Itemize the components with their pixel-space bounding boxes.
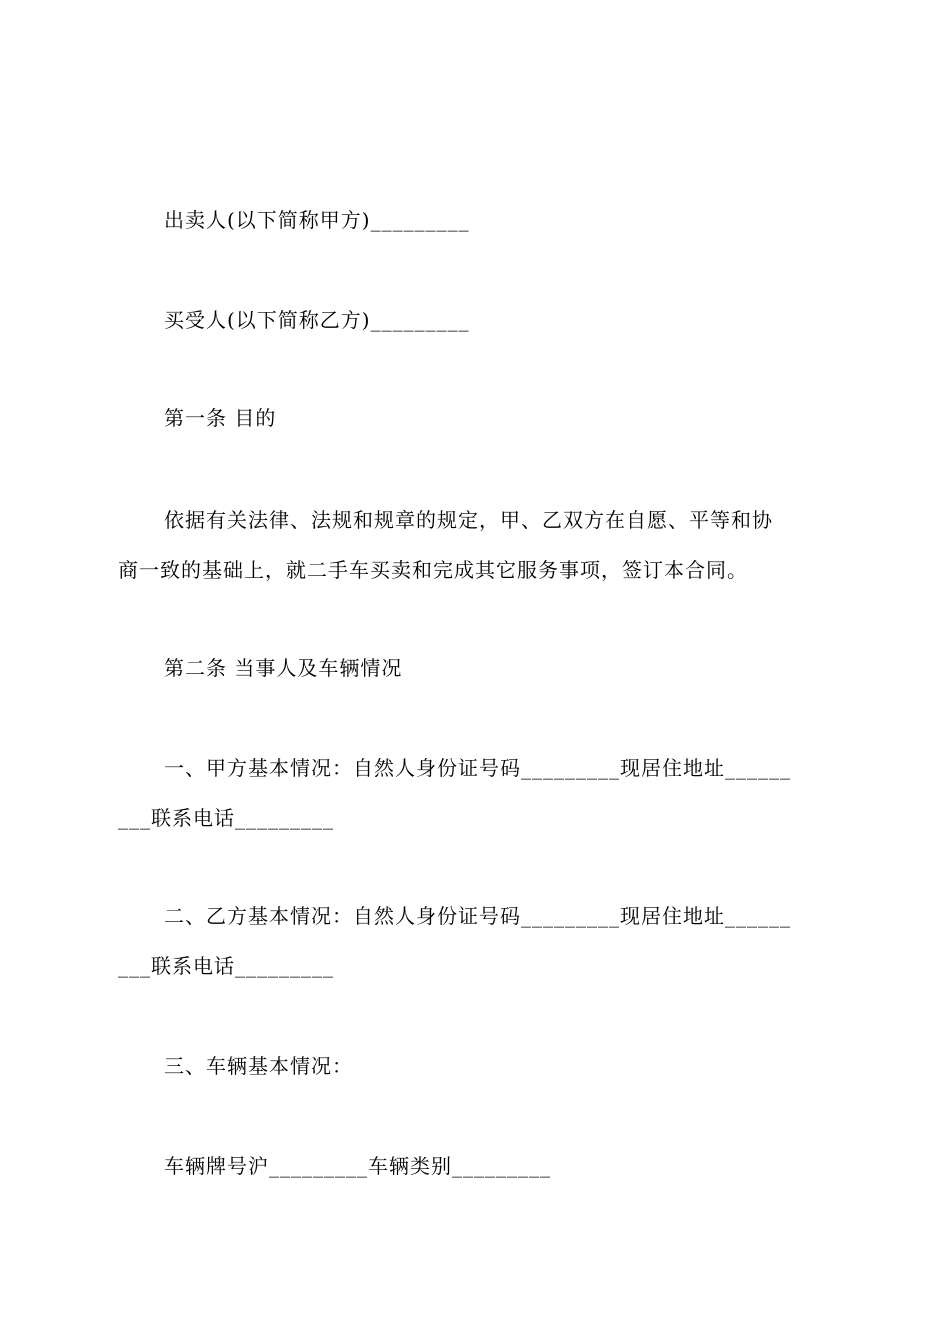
party-b-line2: ___联系电话_________ xyxy=(118,954,334,978)
vehicle-plate-line: 车辆牌号沪_________车辆类别_________ xyxy=(164,1154,551,1178)
article1-body-line2: 商一致的基础上，就二手车买卖和完成其它服务事项，签订本合同。 xyxy=(118,558,748,582)
party-a-line1: 一、甲方基本情况：自然人身份证号码_________现居住地址______ xyxy=(164,756,791,780)
party-a-line2: ___联系电话_________ xyxy=(118,806,334,830)
seller-line: 出卖人(以下简称甲方)_________ xyxy=(164,208,470,232)
buyer-line: 买受人(以下简称乙方)_________ xyxy=(164,308,470,332)
vehicle-heading: 三、车辆基本情况： xyxy=(164,1054,353,1078)
party-b-line1: 二、乙方基本情况：自然人身份证号码_________现居住地址______ xyxy=(164,904,791,928)
article1-body-line1: 依据有关法律、法规和规章的规定，甲、乙双方在自愿、平等和协 xyxy=(164,508,773,532)
article1-heading: 第一条 目的 xyxy=(164,406,277,430)
article2-heading: 第二条 当事人及车辆情况 xyxy=(164,656,403,680)
